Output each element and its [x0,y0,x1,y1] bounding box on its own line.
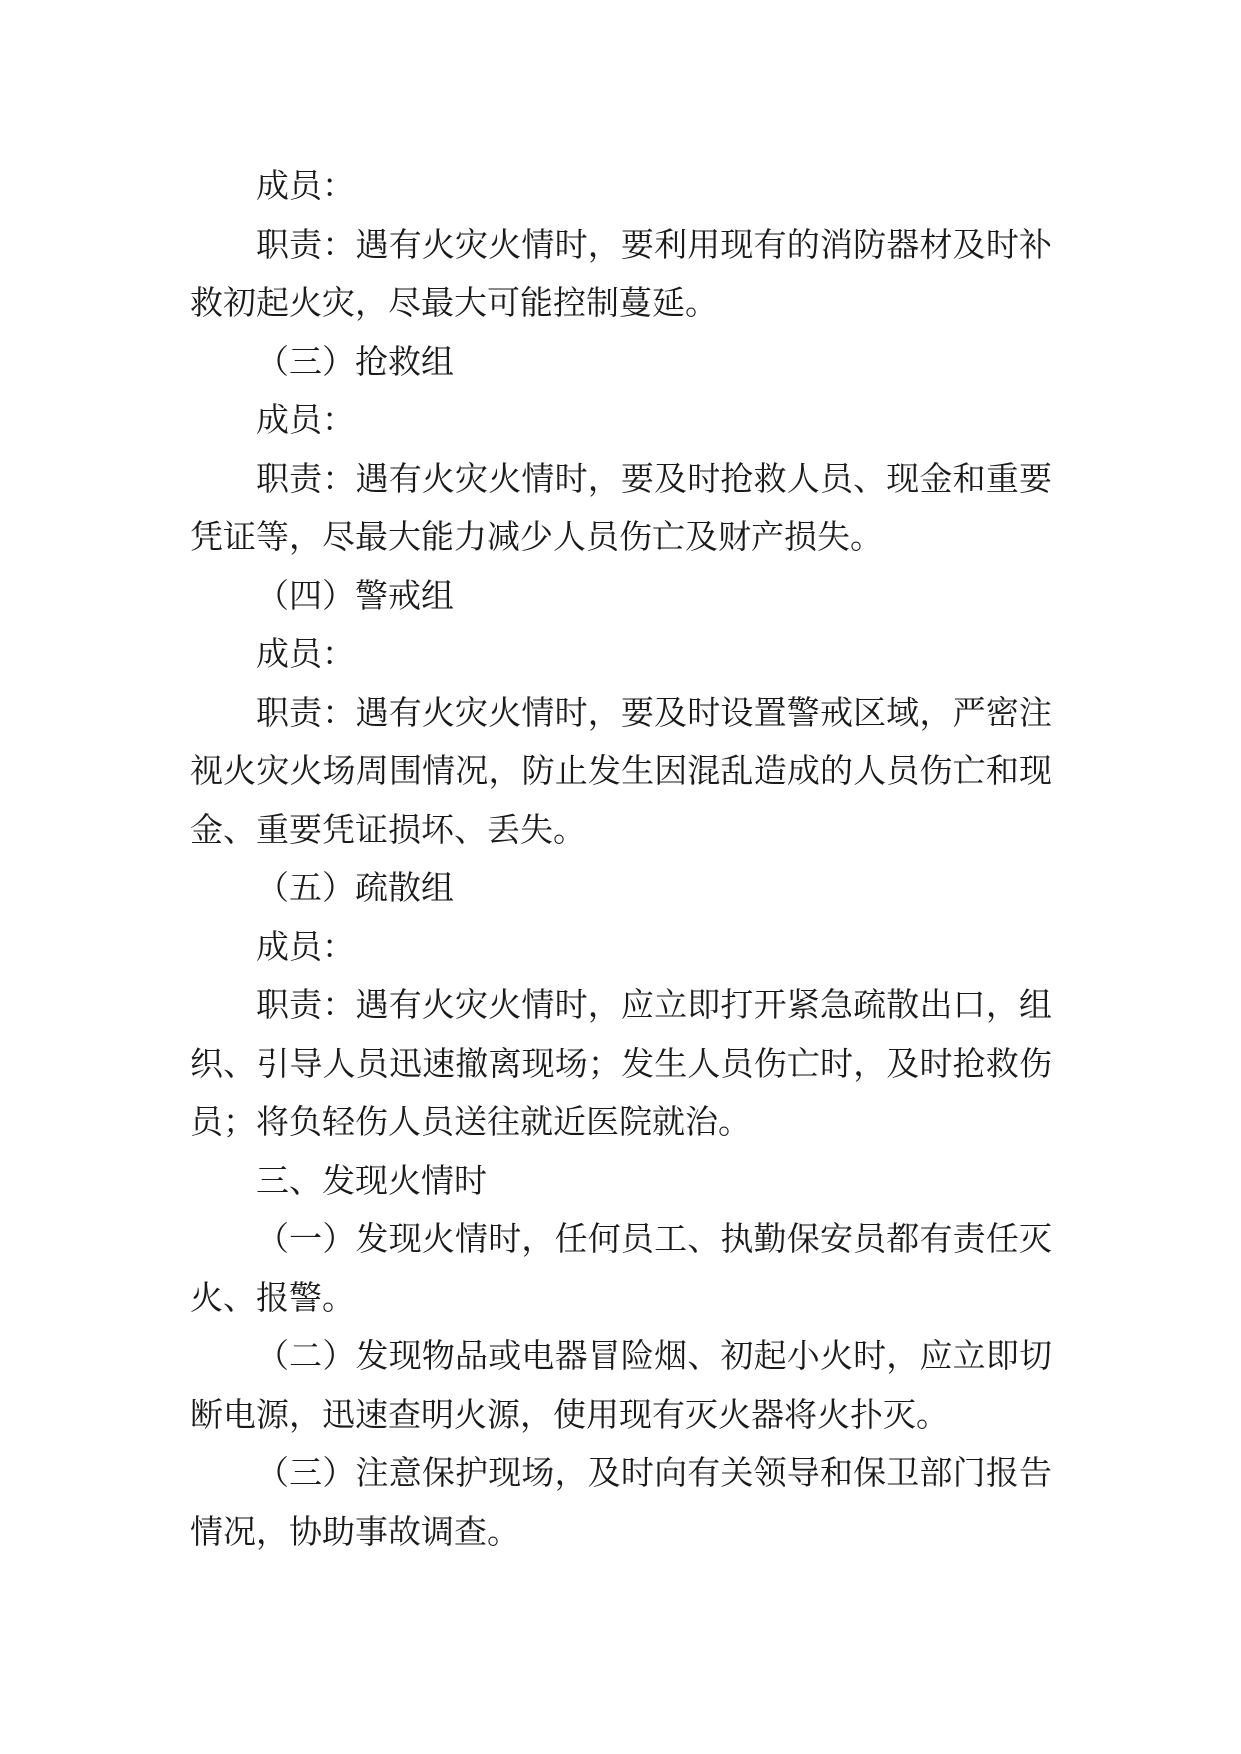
paragraph-line-item-3: （三）注意保护现场，及时向有关领导和保卫部门报告 [256,1453,1052,1492]
duty-line-guard-team: 职责：遇有火灾火情时，要及时设置警戒区域，严密注 [256,692,1052,732]
duty-line-evacuation-team: 职责：遇有火灾火情时，应立即打开紧急疏散出口，组 [256,985,1052,1024]
document-body [190,157,1052,1561]
duty-line-fire-team: 职责：遇有火灾火情时，要利用现有的消防器材及时补 [256,224,1052,264]
duty-continuation: 员；将负轻伤人员送往就近医院就治。 [190,1102,751,1141]
member-line-fire-team: 成员： [256,166,355,205]
paragraph-line-item-1: （一）发现火情时，任何员工、执勤保安员都有责任灭 [256,1219,1052,1258]
section-heading-evacuation-team: （五）疏散组 [256,868,454,907]
duty-line-rescue-team: 职责：遇有火灾火情时，要及时抢救人员、现金和重要 [256,458,1052,498]
member-line-rescue-team: 成员： [256,400,355,439]
member-line-evacuation-team: 成员： [256,926,355,966]
member-line-guard-team: 成员： [256,634,355,673]
section-heading-guard-team: （四）警戒组 [256,575,454,615]
duty-continuation: 凭证等，尽最大能力减少人员伤亡及财产损失。 [190,517,883,556]
paragraph-line-item-2: （二）发现物品或电器冒险烟、初起小火时，应立即切 [256,1336,1052,1375]
duty-continuation: 织、引导人员迅速撤离现场；发生人员伤亡时，及时抢救伤 [190,1043,1052,1083]
paragraph-continuation: 火、报警。 [190,1277,355,1317]
duty-continuation: 视火灾火场周围情况，防止发生因混乱造成的人员伤亡和现 [190,751,1052,790]
paragraph-continuation: 断电源，迅速查明火源，使用现有灭火器将火扑灭。 [190,1394,949,1434]
section-heading-rescue-team: （三）抢救组 [256,341,454,381]
paragraph-continuation: 情况，协助事故调查。 [190,1511,520,1551]
section-heading-fire-discovery: 三、发现火情时 [256,1160,487,1200]
duty-continuation: 救初起火灾，尽最大可能控制蔓延。 [190,283,718,322]
duty-continuation: 金、重要凭证损坏、丢失。 [190,809,586,849]
